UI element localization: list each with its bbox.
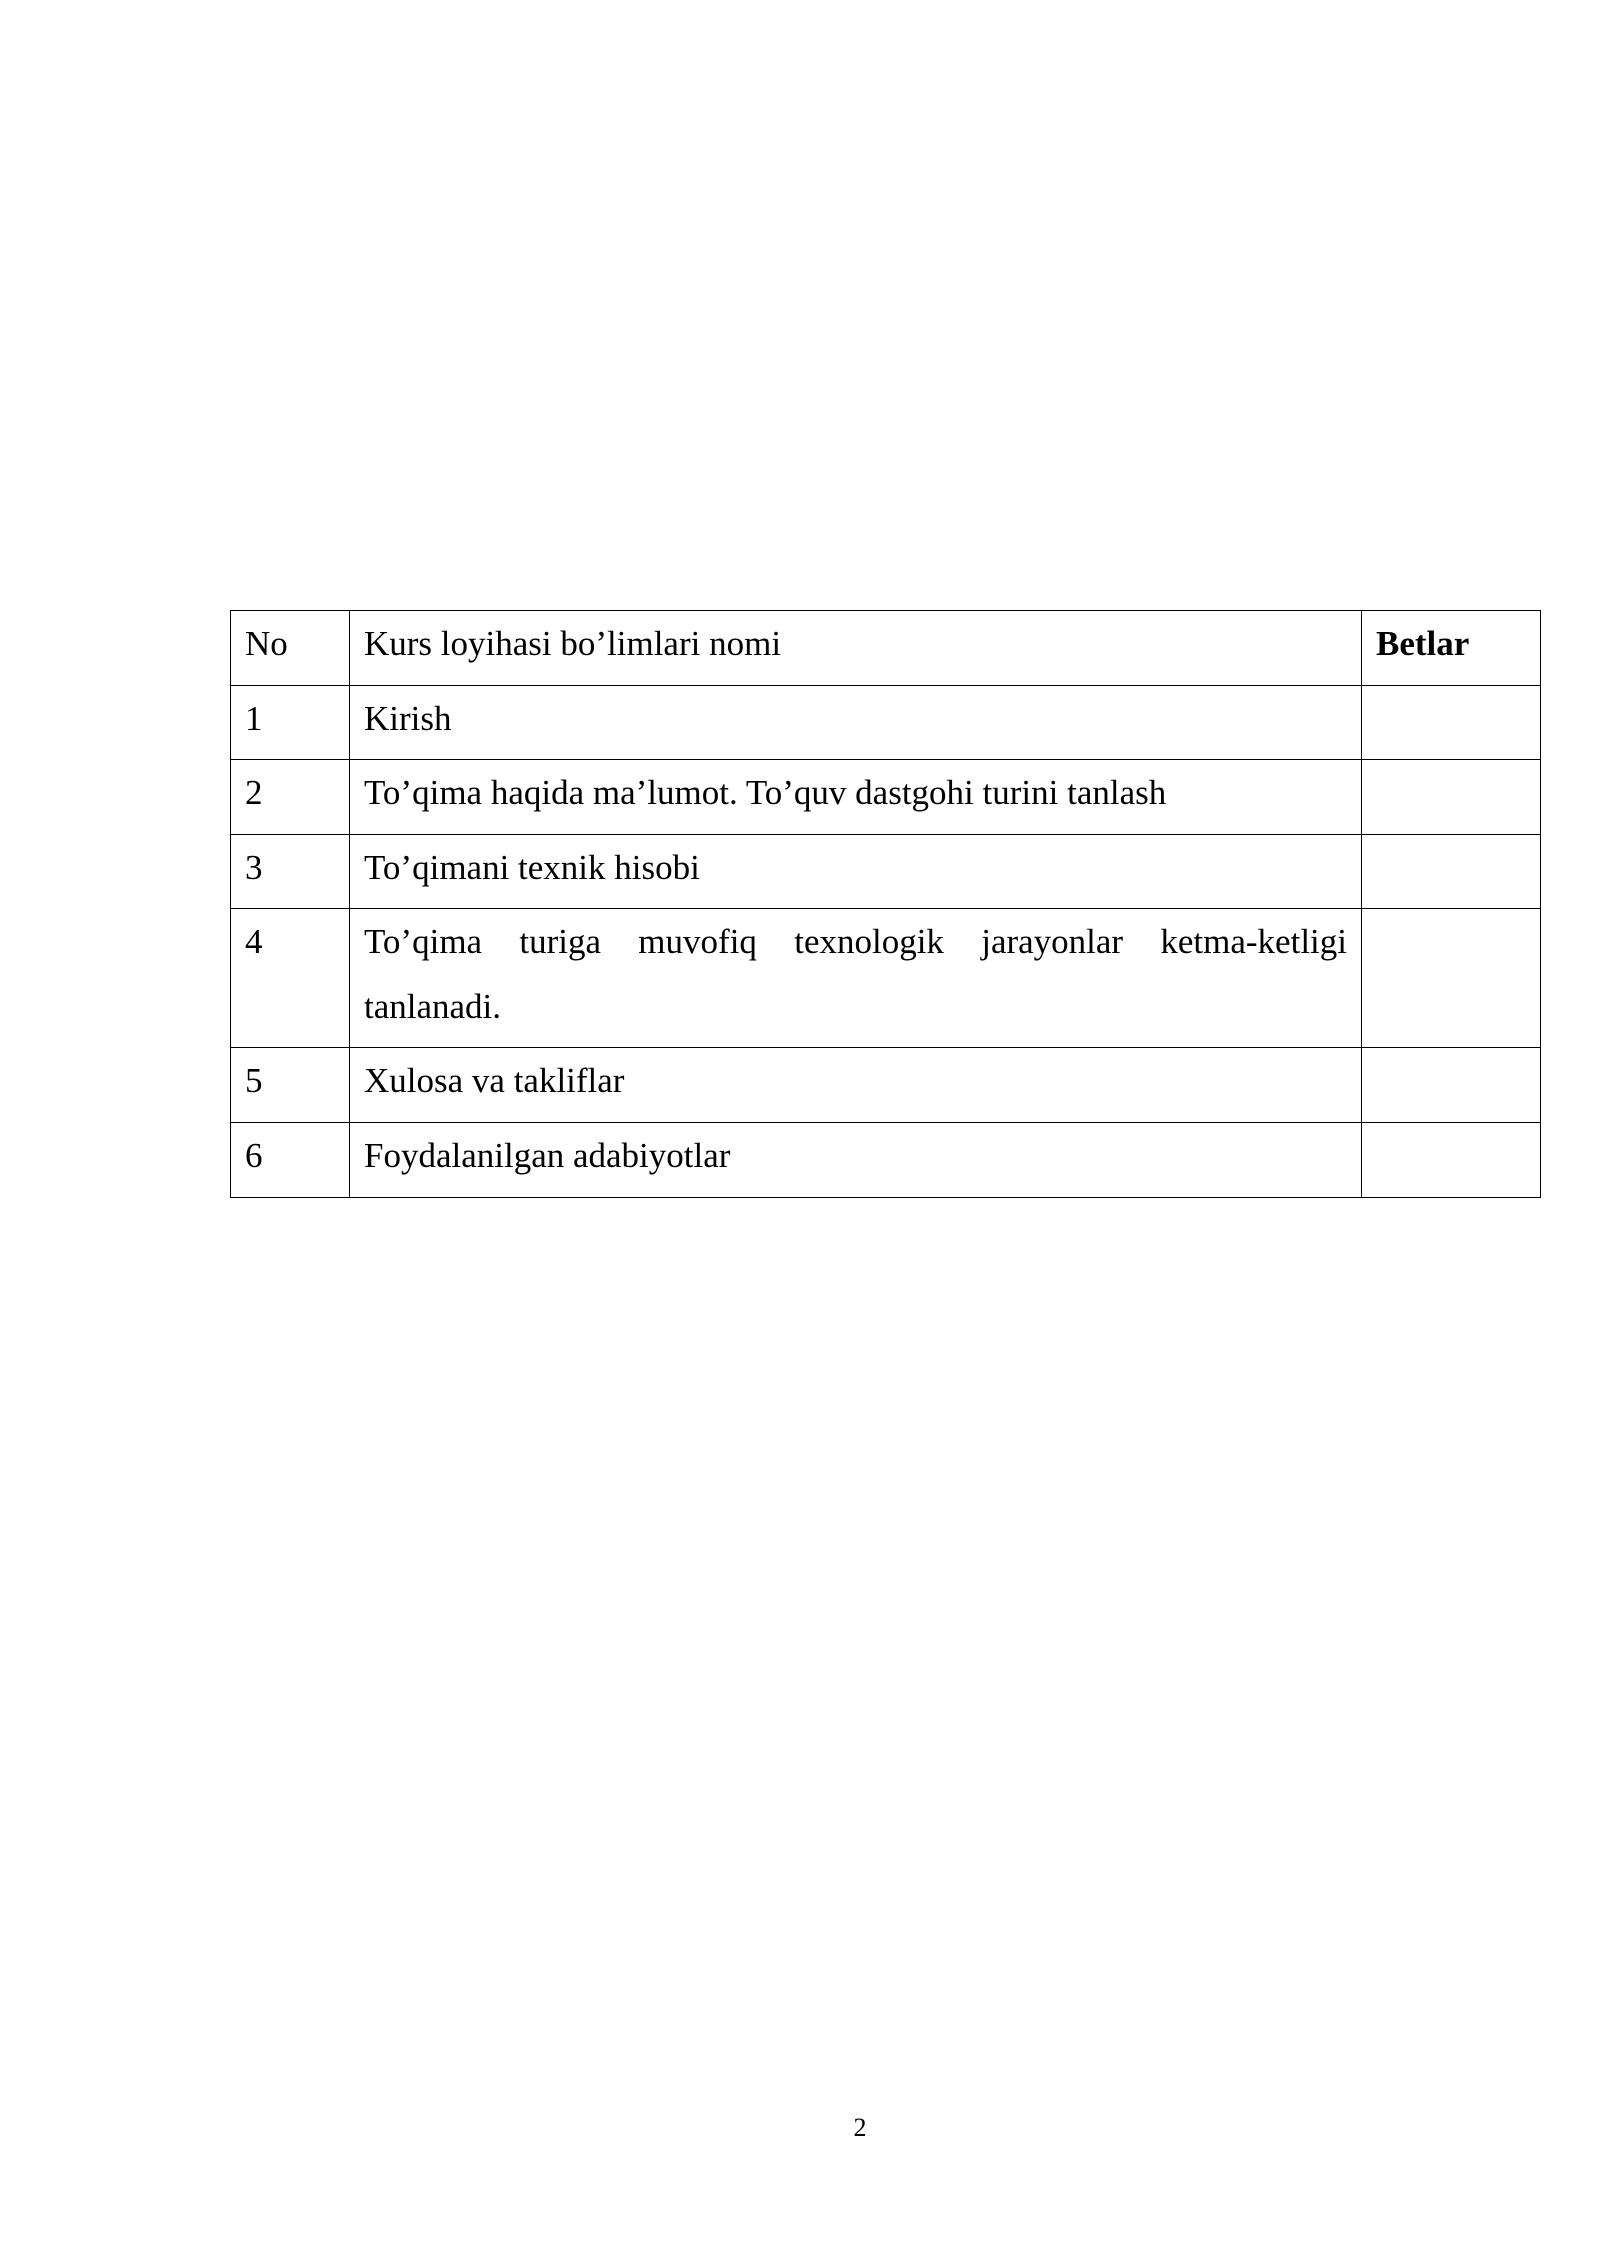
section-name: To’qimani texnik hisobi [350, 835, 1362, 909]
section-pages [1362, 835, 1541, 909]
section-name: Foydalanilgan adabiyotlar [350, 1123, 1362, 1198]
row-number: 1 [231, 686, 350, 760]
section-name: Xulosa va takliflar [350, 1048, 1362, 1123]
row-number: 2 [231, 760, 350, 835]
section-name: Kirish [350, 686, 1362, 760]
table-row [231, 1123, 1541, 1198]
header-pages: Betlar [1362, 611, 1541, 686]
section-pages [1362, 1123, 1541, 1198]
section-name: To’qima turiga muvofiq texnologik jarayonlar ketma-ketligi tanlanadi. [350, 909, 1362, 1048]
section-pages [1362, 686, 1541, 760]
section-pages [1362, 760, 1541, 835]
row-number: 3 [231, 835, 350, 909]
header-no: No [231, 611, 350, 686]
row-number: 6 [231, 1123, 350, 1198]
section-name: To’qima haqida ma’lumot. To’quv dastgohi turini tanlash [350, 760, 1362, 835]
table-row [231, 686, 1541, 760]
header-section-name: Kurs loyihasi bo’limlari nomi [350, 611, 1362, 686]
section-pages [1362, 1048, 1541, 1123]
row-number: 4 [231, 909, 350, 1048]
table-header-row [231, 611, 1541, 686]
row-number: 5 [231, 1048, 350, 1123]
table-row [231, 760, 1541, 835]
page-number: 2 [853, 2113, 867, 2142]
section-pages [1362, 909, 1541, 1048]
table-row [231, 1048, 1541, 1123]
contents-table [230, 610, 1541, 1198]
table-row [231, 835, 1541, 909]
table-row [231, 909, 1541, 1048]
